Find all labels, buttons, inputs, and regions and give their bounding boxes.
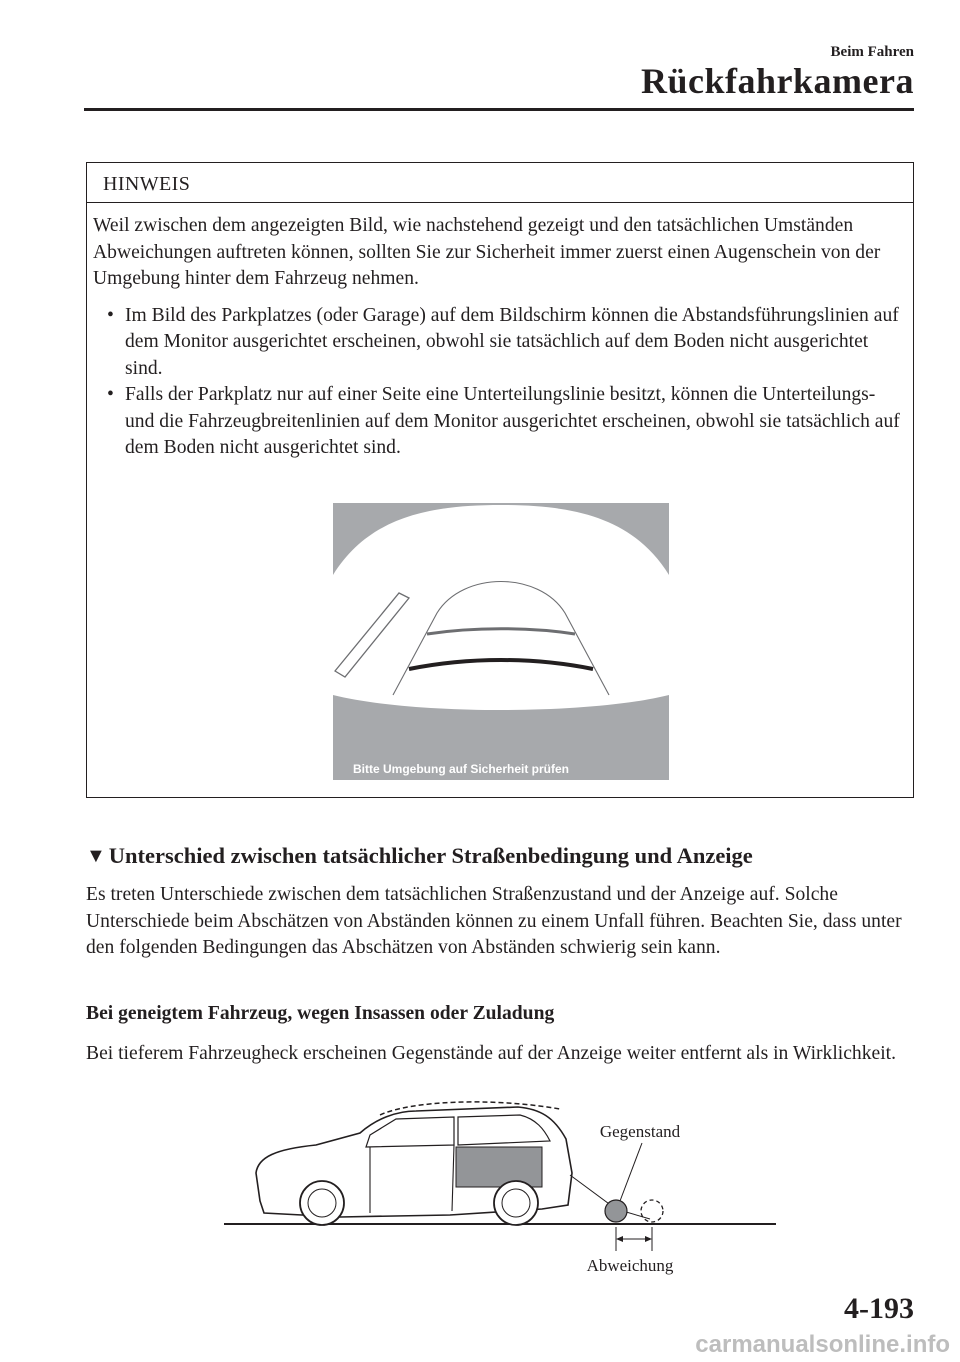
note-bullet-list — [93, 303, 907, 462]
object-leader-line — [620, 1143, 642, 1201]
actual-object — [605, 1200, 627, 1222]
page-title: Rückfahrkamera — [641, 61, 914, 101]
deviation-label: Abweichung — [586, 1256, 674, 1275]
section-heading-text: Unterschied zwischen tatsächlicher Straßenbedingung und Anzeige — [108, 843, 753, 868]
cargo-load — [456, 1147, 542, 1187]
note-bullet-text: Im Bild des Parkplatzes (oder Garage) auf dem Bildschirm können die Abstandsführungslinien auf dem Monitor ausgerichtet erscheinen, obwohl sie tatsächlich auf dem Boden nicht ausgerichtet sind. — [125, 304, 899, 379]
section-triangle-icon: ▼ — [86, 845, 106, 867]
deviation-arrowhead-right — [645, 1236, 652, 1242]
deviation-arrowhead-left — [616, 1236, 623, 1242]
object-label: Gegenstand — [599, 1122, 681, 1141]
monitor-caption: Bitte Umgebung auf Sicherheit prüfen — [352, 762, 570, 776]
note-box — [86, 162, 914, 798]
note-intro: Weil zwischen dem angezeigten Bild, wie nachstehend gezeigt und den tatsächlichen Umständen Abweichungen auftreten können, sollten Sie zur Sicherheit immer zuerst einen Augenschein von der Umgebung hinter dem Fahrzeug nehmen. — [93, 215, 881, 289]
page-number: 4-193 — [844, 1292, 914, 1325]
parking-lot-line — [335, 593, 409, 677]
note-bullet-item — [93, 303, 907, 383]
section-heading — [86, 843, 916, 869]
subsection-paragraph: Bei tieferem Fahrzeugheck erscheinen Gegenstände auf der Anzeige weiter entfernt als in Wirklichkeit. — [86, 1043, 897, 1064]
note-bullet-text: Falls der Parkplatz nur auf einer Seite eine Unterteilungslinie besitzt, können die Unterteilungs- und die Fahrzeugbreitenlinien auf dem Monitor ausgerichtet erscheinen, obwohl sie tatsächlich auf dem Boden nicht ausgerichtet sind. — [125, 384, 900, 458]
note-bullet-item — [93, 382, 907, 462]
displayed-object — [641, 1200, 663, 1222]
bullet-marker: • — [107, 384, 114, 405]
tilted-vehicle-illustration — [220, 1095, 780, 1280]
section-paragraph: Es treten Unterschiede zwischen dem tatsächlichen Straßenzustand und der Anzeige auf. Solche Unterschiede beim Abschätzen von Abständen können zu einem Unfall führen. Beachten Sie, dass unter den folgenden Bedingungen das Abschätzen von Abständen schwierig sein kann. — [86, 884, 902, 958]
bullet-marker: • — [107, 304, 114, 326]
distance-guide-near — [409, 660, 593, 669]
watermark: carmanualsonline.info — [695, 1331, 950, 1358]
distance-guide-middle — [427, 629, 575, 634]
rear-wheel — [494, 1181, 538, 1225]
note-heading: HINWEIS — [87, 163, 913, 203]
header-section-label: Beim Fahren — [830, 44, 914, 60]
rear-camera-monitor-illustration — [333, 503, 669, 780]
front-wheel — [300, 1181, 344, 1225]
note-body — [87, 203, 913, 462]
subsection-heading: Bei geneigtem Fahrzeug, wegen Insassen oder Zuladung — [86, 1003, 555, 1024]
header-rule — [84, 108, 914, 111]
monitor-corner-shading-top — [333, 503, 669, 575]
distance-guide-outer — [393, 582, 609, 696]
